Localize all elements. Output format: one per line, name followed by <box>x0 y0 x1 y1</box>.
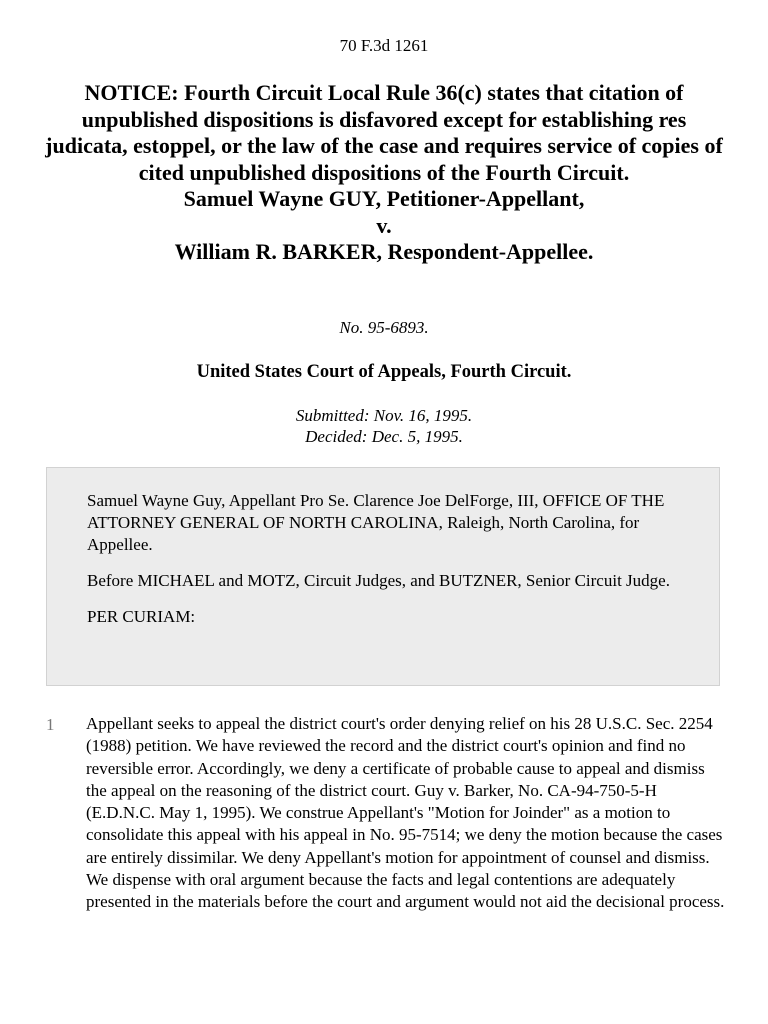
submitted-date: Submitted: Nov. 16, 1995. <box>295 406 473 425</box>
docket-number: No. 95-6893. <box>339 318 429 337</box>
court-name: United States Court of Appeals, Fourth Circuit. <box>196 362 572 382</box>
per-curiam-label: PER CURIAM: <box>87 607 196 626</box>
paragraph-number: 1 <box>46 715 55 734</box>
opinion-paragraph: Appellant seeks to appeal the district court's order denying relief on his 28 U.S.C. Sec. 2254 (1988) petition. We have reviewed the record and the district court's opinion and find no reversible error. Accordingly, we deny a certificate of probable cause to appeal and dismiss the appeal on the reasoning of the district court. Guy v. Barker, No. CA-94-750-5-H (E.D.N.C. May 1, 1995). We construe Appellant's "Motion for Joinder" as a motion to consolidate this appeal with his appeal in No. 95-7514; we deny the motion because the cases are entirely dissimilar. We deny Appellant's motion for appointment of counsel and dismiss. We dispense with oral argument because the facts and legal contentions are adequately presented in the materials before the court and argument would not aid the decisional process. <box>86 714 725 912</box>
case-heading <box>40 80 728 266</box>
case-info-panel <box>46 467 720 686</box>
judges-text: Before MICHAEL and MOTZ, Circuit Judges, and BUTZNER, Senior Circuit Judge. <box>87 571 670 590</box>
case-citation: 70 F.3d 1261 <box>339 36 429 55</box>
counsel-text: Samuel Wayne Guy, Appellant Pro Se. Clarence Joe DelForge, III, OFFICE OF THE ATTORNEY GENERAL OF NORTH CAROLINA, Raleigh, North Carolina, for Appellee. <box>87 491 665 554</box>
decided-date: Decided: Dec. 5, 1995. <box>305 427 463 446</box>
case-dates <box>0 405 768 447</box>
local-rule-notice: NOTICE: Fourth Circuit Local Rule 36(c) states that citation of unpublished dispositions is disfavored except for establishing res judicata, estoppel, or the law of the case and requires service of copies of cited unpublished dispositions of the Fourth Circuit. <box>45 80 723 185</box>
appellant-party: Samuel Wayne GUY, Petitioner-Appellant, <box>183 186 585 211</box>
versus-label: v. <box>376 212 392 238</box>
appellee-party: William R. BARKER, Respondent-Appellee. <box>174 239 594 264</box>
